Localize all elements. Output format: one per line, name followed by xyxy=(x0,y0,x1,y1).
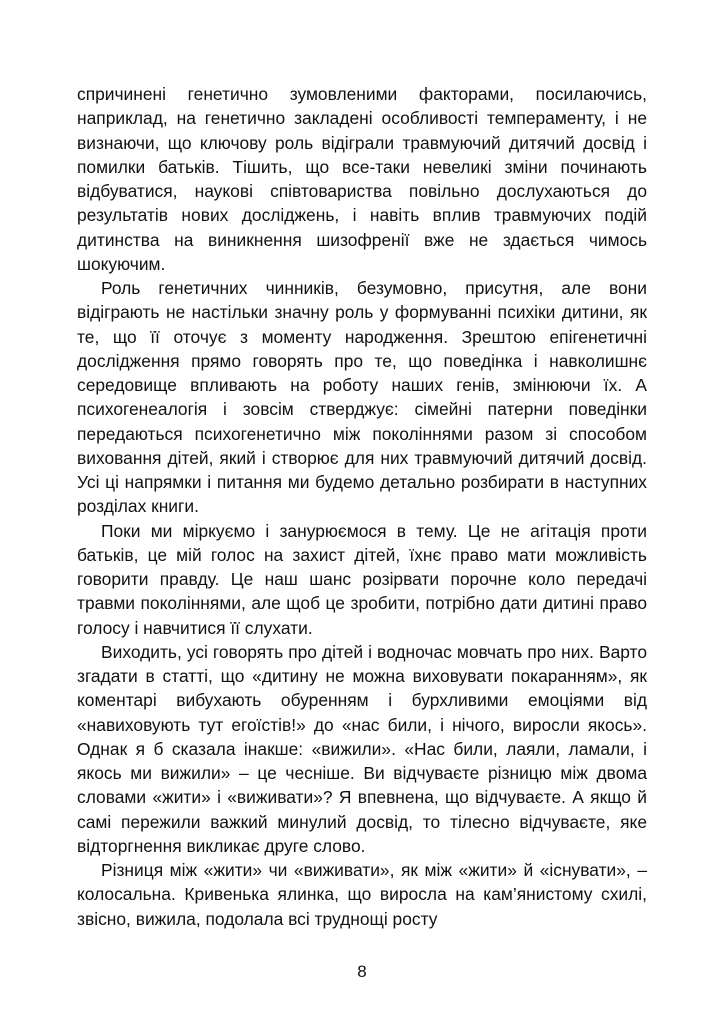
body-text xyxy=(77,82,647,931)
page-number: 8 xyxy=(357,962,367,981)
paragraph-children-voice: Поки ми міркуємо і занурюємося в тему. Це не агітація проти батьків, це мій голос на захист дітей, їхнє право мати можливість говорити правду. Це наш шанс розірвати порочне коло передачі травми поколіннями, але щоб це зробити, потрібно дати дитині право голосу і навчитися її слухати. xyxy=(77,520,647,638)
paragraph-difference: Різниця між «жити» чи «виживати», як між «жити» й «існувати», – колосальна. Кривенька ялинка, що виросла на кам’янистому схилі, звісно, вижила, подолала всі труднощі росту xyxy=(77,860,647,929)
paragraph-continued: спричинені генетично зумовленими факторами, посилаючись, наприклад, на генетично закладені особливості темпераменту, і не визнаючи, що ключову роль відіграли травмуючий дитячий досвід і помилки батьків. Тішить, що все-таки невеликі зміни починають відбуватися, наукові співтовариства повільно дослухаються до результатів нових досліджень, і навіть вплив травмуючих подій дитинства на виникнення шизофренії вже не здається чимось шокуючим. xyxy=(77,84,647,274)
paragraph-survive-vs-live: Виходить, усі говорять про дітей і водночас мовчать про них. Варто згадати в статті, що «дитину не можна виховувати покаранням», як коментарі вибухають обуренням і бурхливими емоціями від «навиховують тут егоїстів!» до «нас били, і нічого, виросли якось». Однак я б сказала інакше: «вижили». «Нас били, лаяли, ламали, і якось ми вижили» – це чесніше. Ви відчуваєте різницю між двома словами «жити» і «виживати»? Я впевнена, що відчуваєте. А якщо й самі пережили важкий минулий досвід, то тілесно відчуваєте, яке відторгнення викликає друге слово. xyxy=(77,641,647,856)
paragraph-genetic-factors: Роль генетичних чинників, безумовно, присутня, але вони відіграють не настільки значну роль у формуванні психіки дитини, як те, що її оточує з моменту народження. Зрештою епігенетичні дослідження прямо говорять про те, що поведінка і навколишнє середовище впливають на роботу наших генів, змінюючи їх. А психогенеалогія і зовсім стверджує: сімейні патерни поведінки передаються психогенетично між поколіннями разом зі способом виховання дітей, який і створює для них травмуючий дитячий досвід. Усі ці напрямки і питання ми будемо детально розбирати в наступних розділах книги. xyxy=(77,278,647,517)
